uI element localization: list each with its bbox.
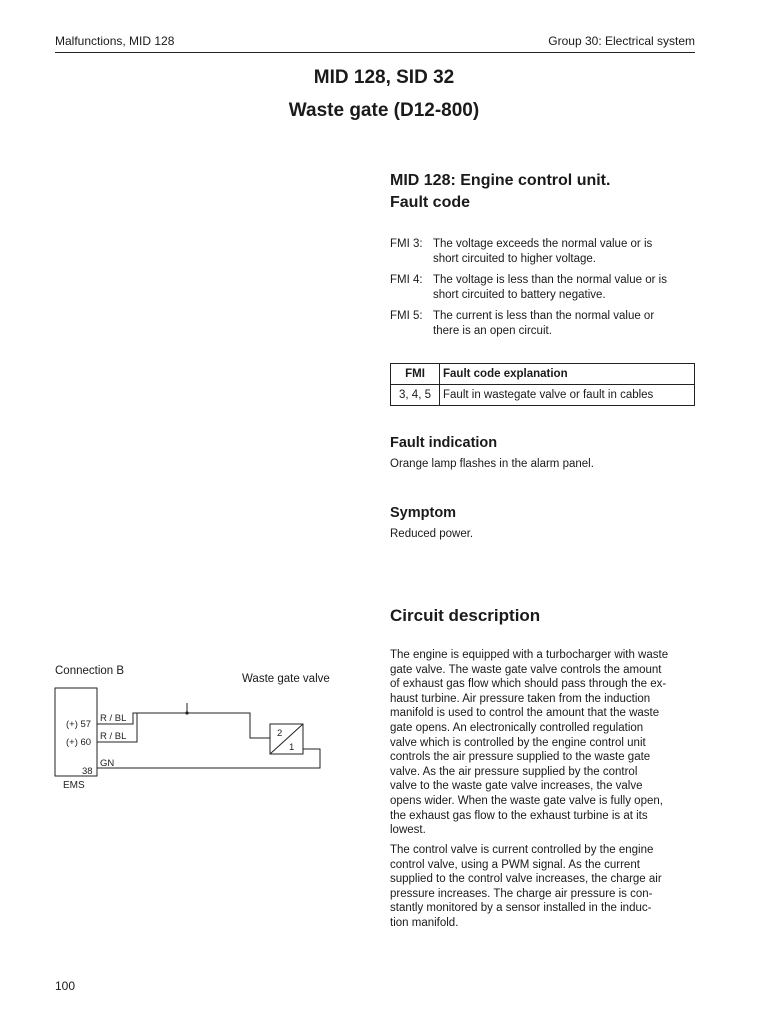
waste-gate-valve-label: Waste gate valve <box>242 673 330 685</box>
table-cell-explanation: Fault in wastegate valve or fault in cables <box>440 385 695 406</box>
wire-label-gn: GN <box>100 758 115 769</box>
circuit-heading: Circuit description <box>390 606 541 625</box>
paragraph-line: control valve, using a PWM signal. As the current <box>390 858 640 871</box>
paragraph-line: manifold is used to control the amount that the waste <box>390 707 660 720</box>
ems-box <box>55 688 97 776</box>
paragraph-line: stantly monitored by a sensor installed in the induc- <box>390 902 652 915</box>
wire-38 <box>97 749 320 768</box>
paragraph-line: valve. As the air pressure supplied by the control <box>390 765 638 778</box>
valve-diagonal <box>270 724 303 754</box>
fmi-code: FMI 3: <box>390 238 423 250</box>
table-cell-fmi: 3, 4, 5 <box>391 385 440 406</box>
wire-label-rbl-2: R / BL <box>100 731 127 742</box>
wire-label-rbl-1: R / BL <box>100 713 127 724</box>
symptom-text: Reduced power. <box>390 528 474 540</box>
paragraph-line: The control valve is current controlled by the engine <box>390 844 654 856</box>
fault-code-heading-line1: MID 128: Engine control unit. <box>390 172 611 189</box>
paragraph-line: The engine is equipped with a turbocharger with waste <box>390 649 669 661</box>
paragraph-line: of exhaust gas flow which should pass through the ex- <box>390 678 667 691</box>
paragraph-line: the exhaust gas flow to the exhaust turbine is at its <box>390 809 648 822</box>
paragraph-line: gate opens. An electronically controlled regulation <box>390 721 644 734</box>
fault-indication-text: Orange lamp flashes in the alarm panel. <box>390 458 594 470</box>
fault-indication-heading: Fault indication <box>390 435 498 451</box>
paragraph-line: tion manifold. <box>390 916 459 929</box>
symptom-heading: Symptom <box>390 505 457 521</box>
fmi-text-line: there is an open circuit. <box>433 324 552 337</box>
fmi-code: FMI 4: <box>390 274 423 286</box>
fault-code-heading-line2: Fault code <box>390 194 471 211</box>
fmi-text-line: The voltage exceeds the normal value or is <box>433 238 653 250</box>
table-header-explanation: Fault code explanation <box>440 364 695 385</box>
paragraph-line: controls the air pressure supplied to the waste gate <box>390 751 651 764</box>
valve-pin-1: 1 <box>289 742 295 753</box>
fmi-text-line: short circuited to battery negative. <box>433 288 606 301</box>
header-left: Malfunctions, MID 128 <box>55 34 175 48</box>
paragraph-line: pressure increases. The charge air pressure is con- <box>390 887 653 900</box>
paragraph-line: lowest. <box>390 824 426 837</box>
fmi-text-line: The current is less than the normal value or <box>433 310 655 322</box>
fmi-text-line: short circuited to higher voltage. <box>433 252 597 265</box>
ems-label: EMS <box>63 780 85 791</box>
wire-to-valve-pin2 <box>187 713 270 738</box>
table-header-fmi: FMI <box>391 364 440 385</box>
connection-b-label: Connection B <box>55 665 125 677</box>
header-right: Group 30: Electrical system <box>548 34 695 48</box>
paragraph-line: valve which is controlled by the engine control unit <box>390 736 646 749</box>
fmi-code: FMI 5: <box>390 310 423 322</box>
fmi-text-line: The voltage is less than the normal value or is <box>433 274 667 286</box>
page-title: MID 128, SID 32 <box>313 67 455 88</box>
paragraph-line: valve to the waste gate valve increases, the valve <box>390 780 643 793</box>
pin-label-60: (+) 60 <box>66 737 92 748</box>
pin-label-57: (+) 57 <box>66 719 92 730</box>
paragraph-line: supplied to the control valve increases, the charge air <box>390 873 662 886</box>
page-subtitle: Waste gate (D12-800) <box>288 100 480 121</box>
paragraph-line: opens wider. When the waste gate valve is fully open, <box>390 794 663 807</box>
pin-label-38: 38 <box>82 766 93 777</box>
paragraph-line: gate valve. The waste gate valve controls the amount <box>390 663 662 676</box>
paragraph-line: haust turbine. Air pressure taken from the induction <box>390 692 651 705</box>
page-number: 100 <box>55 979 76 993</box>
junction-dot <box>185 711 188 714</box>
valve-pin-2: 2 <box>277 728 283 739</box>
